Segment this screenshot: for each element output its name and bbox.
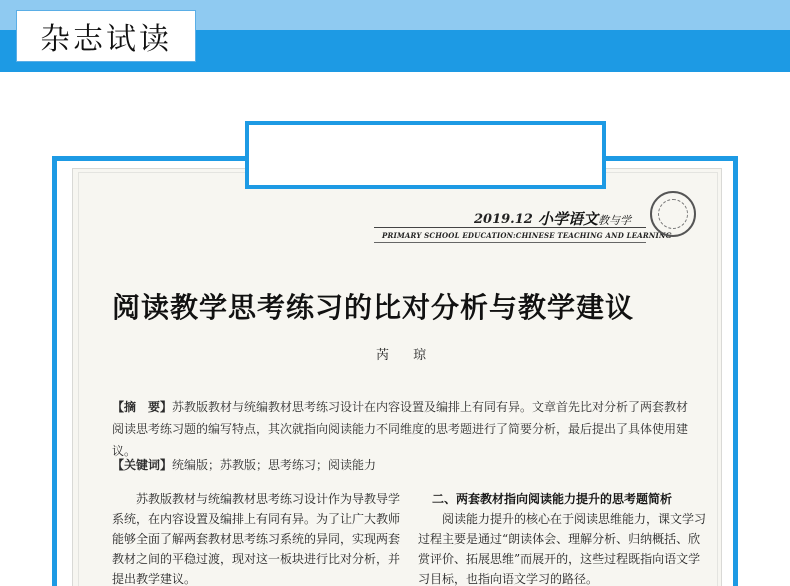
section-tag xyxy=(16,10,196,62)
abstract-label: 【摘 要】 xyxy=(112,400,173,414)
header-rule-bottom xyxy=(374,242,646,243)
abstract-text: 苏教版教材与统编教材思考练习设计在内容设置及编排上有同有异。文章首先比对分析了两套教材阅读思考练习题的编写特点，其次就指向阅读能力不同维度的思考题进行了简要分析，最后提出了具体使用建议。 xyxy=(112,400,689,458)
article-title: 阅读教学思考练习的比对分析与教学建议 xyxy=(112,291,635,324)
keywords-label: 【关键词】 xyxy=(112,458,173,472)
body-column-left xyxy=(112,489,402,586)
caption-box xyxy=(245,121,606,189)
journal-brand-main: 小学语文 xyxy=(538,210,599,228)
journal-brand-suffix: 教与学 xyxy=(598,214,632,227)
intro-paragraph: 苏教版教材与统编教材思考练习设计作为导教导学系统，在内容设置及编排上有同有异。为了让广大教师能够全面了解两套教材思考练习系统的异同，实现两套教材之间的平稳过渡，现对这一板块进行比对分析，并提出教学建议。 xyxy=(112,492,401,586)
issue-date: 2019.12 xyxy=(474,212,533,227)
keywords-text: 统编版；苏教版；思考练习；阅读能力 xyxy=(172,458,377,472)
article-author: 芮 琼 xyxy=(376,348,437,363)
journal-seal-icon xyxy=(650,191,696,237)
journal-brand xyxy=(538,208,631,229)
journal-english-name: PRIMARY SCHOOL EDUCATION:CHINESE TEACHING AND LEARNING xyxy=(382,231,672,240)
article-abstract xyxy=(112,396,698,462)
section-paragraph: 阅读能力提升的核心在于阅读思维能力，课文学习过程主要是通过“朗读体会、理解分析、归纳概括、欣赏评价、拓展思维”而展开的，这些过程既指向语文学习目标，也指向语文学习的路径。 xyxy=(418,512,707,586)
seal-inner-ring xyxy=(658,199,688,229)
section-tag-label: 杂志试读 xyxy=(40,22,172,57)
body-column-right xyxy=(418,489,708,586)
article-keywords xyxy=(112,456,376,473)
section-heading: 二、两套教材指向阅读能力提升的思考题简析 xyxy=(432,492,673,506)
